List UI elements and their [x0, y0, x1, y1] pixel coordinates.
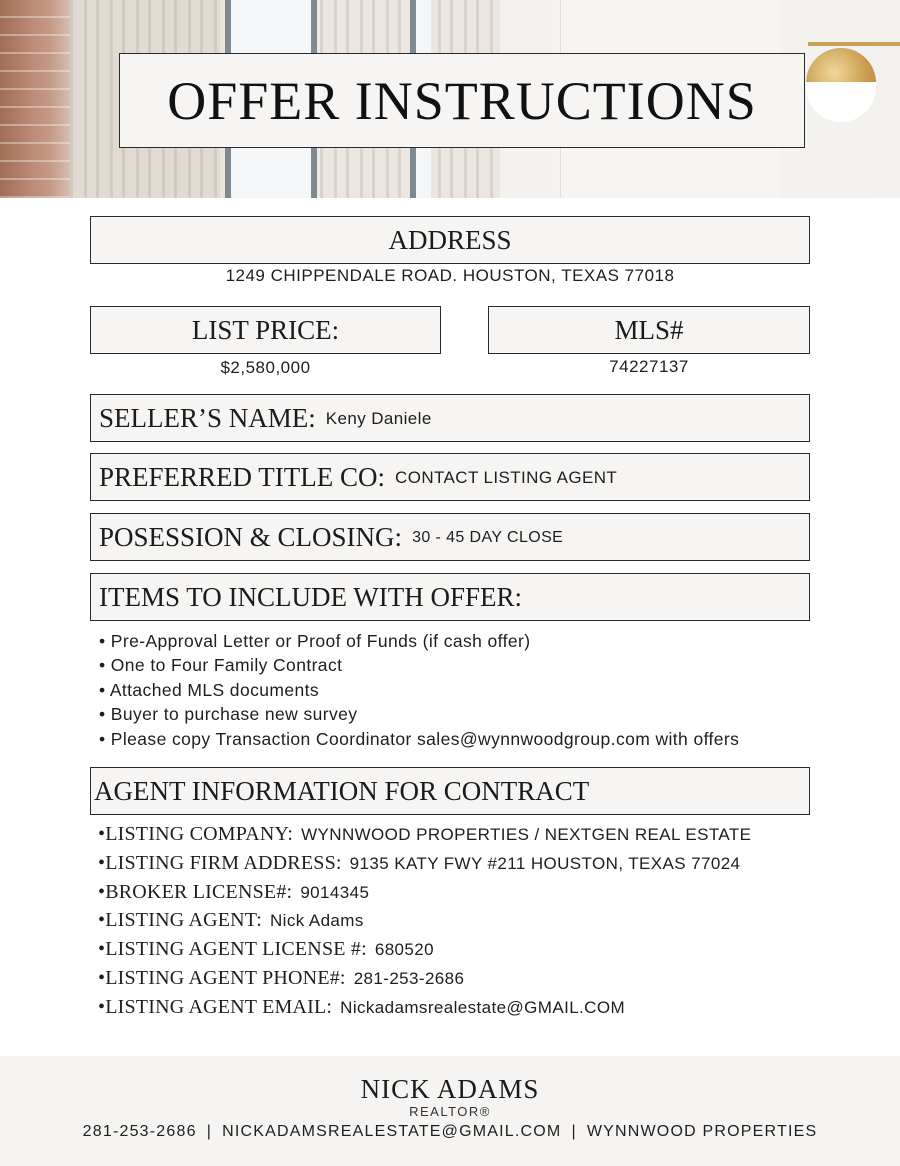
- agent-row-value: Nickadamsrealestate@GMAIL.COM: [340, 997, 626, 1017]
- seller-box: [90, 394, 810, 442]
- items-list: [99, 629, 739, 751]
- possession-label: POSESSION & CLOSING:: [99, 521, 403, 552]
- list-price-label: LIST PRICE:: [191, 314, 340, 345]
- footer-agent-name: NICK ADAMS: [360, 1074, 540, 1104]
- agent-info-header-box: [90, 767, 810, 815]
- seller-label: SELLER’S NAME:: [99, 402, 316, 433]
- list-price-value: $2,580,000: [220, 358, 311, 377]
- agent-row-label: •LISTING AGENT PHONE#:: [98, 966, 346, 989]
- agent-info-list: [98, 823, 751, 1025]
- lamp-globe-graphic: [806, 82, 876, 122]
- list-item: • Buyer to purchase new survey: [99, 704, 358, 725]
- lamp-arm-graphic: [808, 42, 900, 46]
- list-price-header-box: [90, 306, 441, 354]
- mls-value: 74227137: [609, 357, 689, 376]
- list-item: • One to Four Family Contract: [99, 655, 343, 676]
- seller-value: Keny Daniele: [325, 409, 432, 428]
- agent-row-label: •LISTING COMPANY:: [98, 823, 294, 845]
- items-label: ITEMS TO INCLUDE WITH OFFER:: [99, 581, 523, 612]
- agent-row-listing-agent: [98, 909, 751, 938]
- footer-email: NICKADAMSREALESTATE@GMAIL.COM: [222, 1123, 562, 1140]
- list-item: • Attached MLS documents: [99, 679, 320, 700]
- possession-box: [90, 513, 810, 561]
- agent-row-broker-license: [98, 881, 751, 910]
- address-value: 1249 CHIPPENDALE ROAD. HOUSTON, TEXAS 77018: [225, 266, 675, 285]
- footer-separator: |: [571, 1123, 577, 1140]
- agent-row-firm-address: [98, 852, 751, 881]
- title-co-label: PREFERRED TITLE CO:: [99, 461, 386, 492]
- items-header-box: [90, 573, 810, 621]
- agent-row-agent-email: [98, 996, 751, 1025]
- page-title: OFFER INSTRUCTIONS: [167, 70, 757, 131]
- agent-row-label: •BROKER LICENSE#:: [98, 880, 293, 903]
- agent-row-value: WYNNWOOD PROPERTIES / NEXTGEN REAL ESTATE: [301, 825, 752, 844]
- footer-phone: 281-253-2686: [82, 1123, 197, 1140]
- agent-row-agent-license: [98, 938, 751, 967]
- agent-row-label: •LISTING AGENT LICENSE #:: [98, 938, 367, 961]
- agent-row-label: •LISTING AGENT:: [98, 909, 262, 932]
- list-item: • Pre-Approval Letter or Proof of Funds (if cash offer): [99, 631, 531, 651]
- agent-info-label: AGENT INFORMATION FOR CONTRACT: [94, 775, 590, 806]
- list-item: • Please copy Transaction Coordinator sales@wynnwoodgroup.com with offers: [99, 728, 740, 749]
- title-co-box: [90, 453, 810, 501]
- footer-contact-line: [0, 1123, 900, 1141]
- title-banner: [119, 53, 805, 148]
- agent-row-value: 281-253-2686: [353, 968, 465, 988]
- agent-row-value: 9135 KATY FWY #211 HOUSTON, TEXAS 77024: [349, 853, 741, 873]
- footer-company: WYNNWOOD PROPERTIES: [586, 1123, 818, 1140]
- agent-row-value: Nick Adams: [270, 911, 364, 931]
- agent-row-label: •LISTING FIRM ADDRESS:: [98, 851, 342, 874]
- agent-row-value: 680520: [374, 940, 434, 960]
- agent-row-label: •LISTING AGENT EMAIL:: [98, 995, 333, 1018]
- agent-row-agent-phone: [98, 967, 751, 996]
- address-header-box: [90, 216, 810, 264]
- footer-separator: |: [206, 1123, 213, 1140]
- mls-label: MLS#: [614, 314, 684, 345]
- agent-row-value: 9014345: [300, 882, 370, 902]
- agent-row-listing-company: [98, 823, 751, 852]
- footer: [0, 1056, 900, 1166]
- address-label: ADDRESS: [388, 224, 512, 255]
- mls-header-box: [488, 306, 810, 354]
- footer-agent-role: REALTOR®: [409, 1104, 491, 1119]
- possession-value: 30 - 45 DAY CLOSE: [412, 529, 564, 546]
- title-co-value: CONTACT LISTING AGENT: [395, 468, 618, 487]
- brick-wall-graphic: [0, 0, 72, 198]
